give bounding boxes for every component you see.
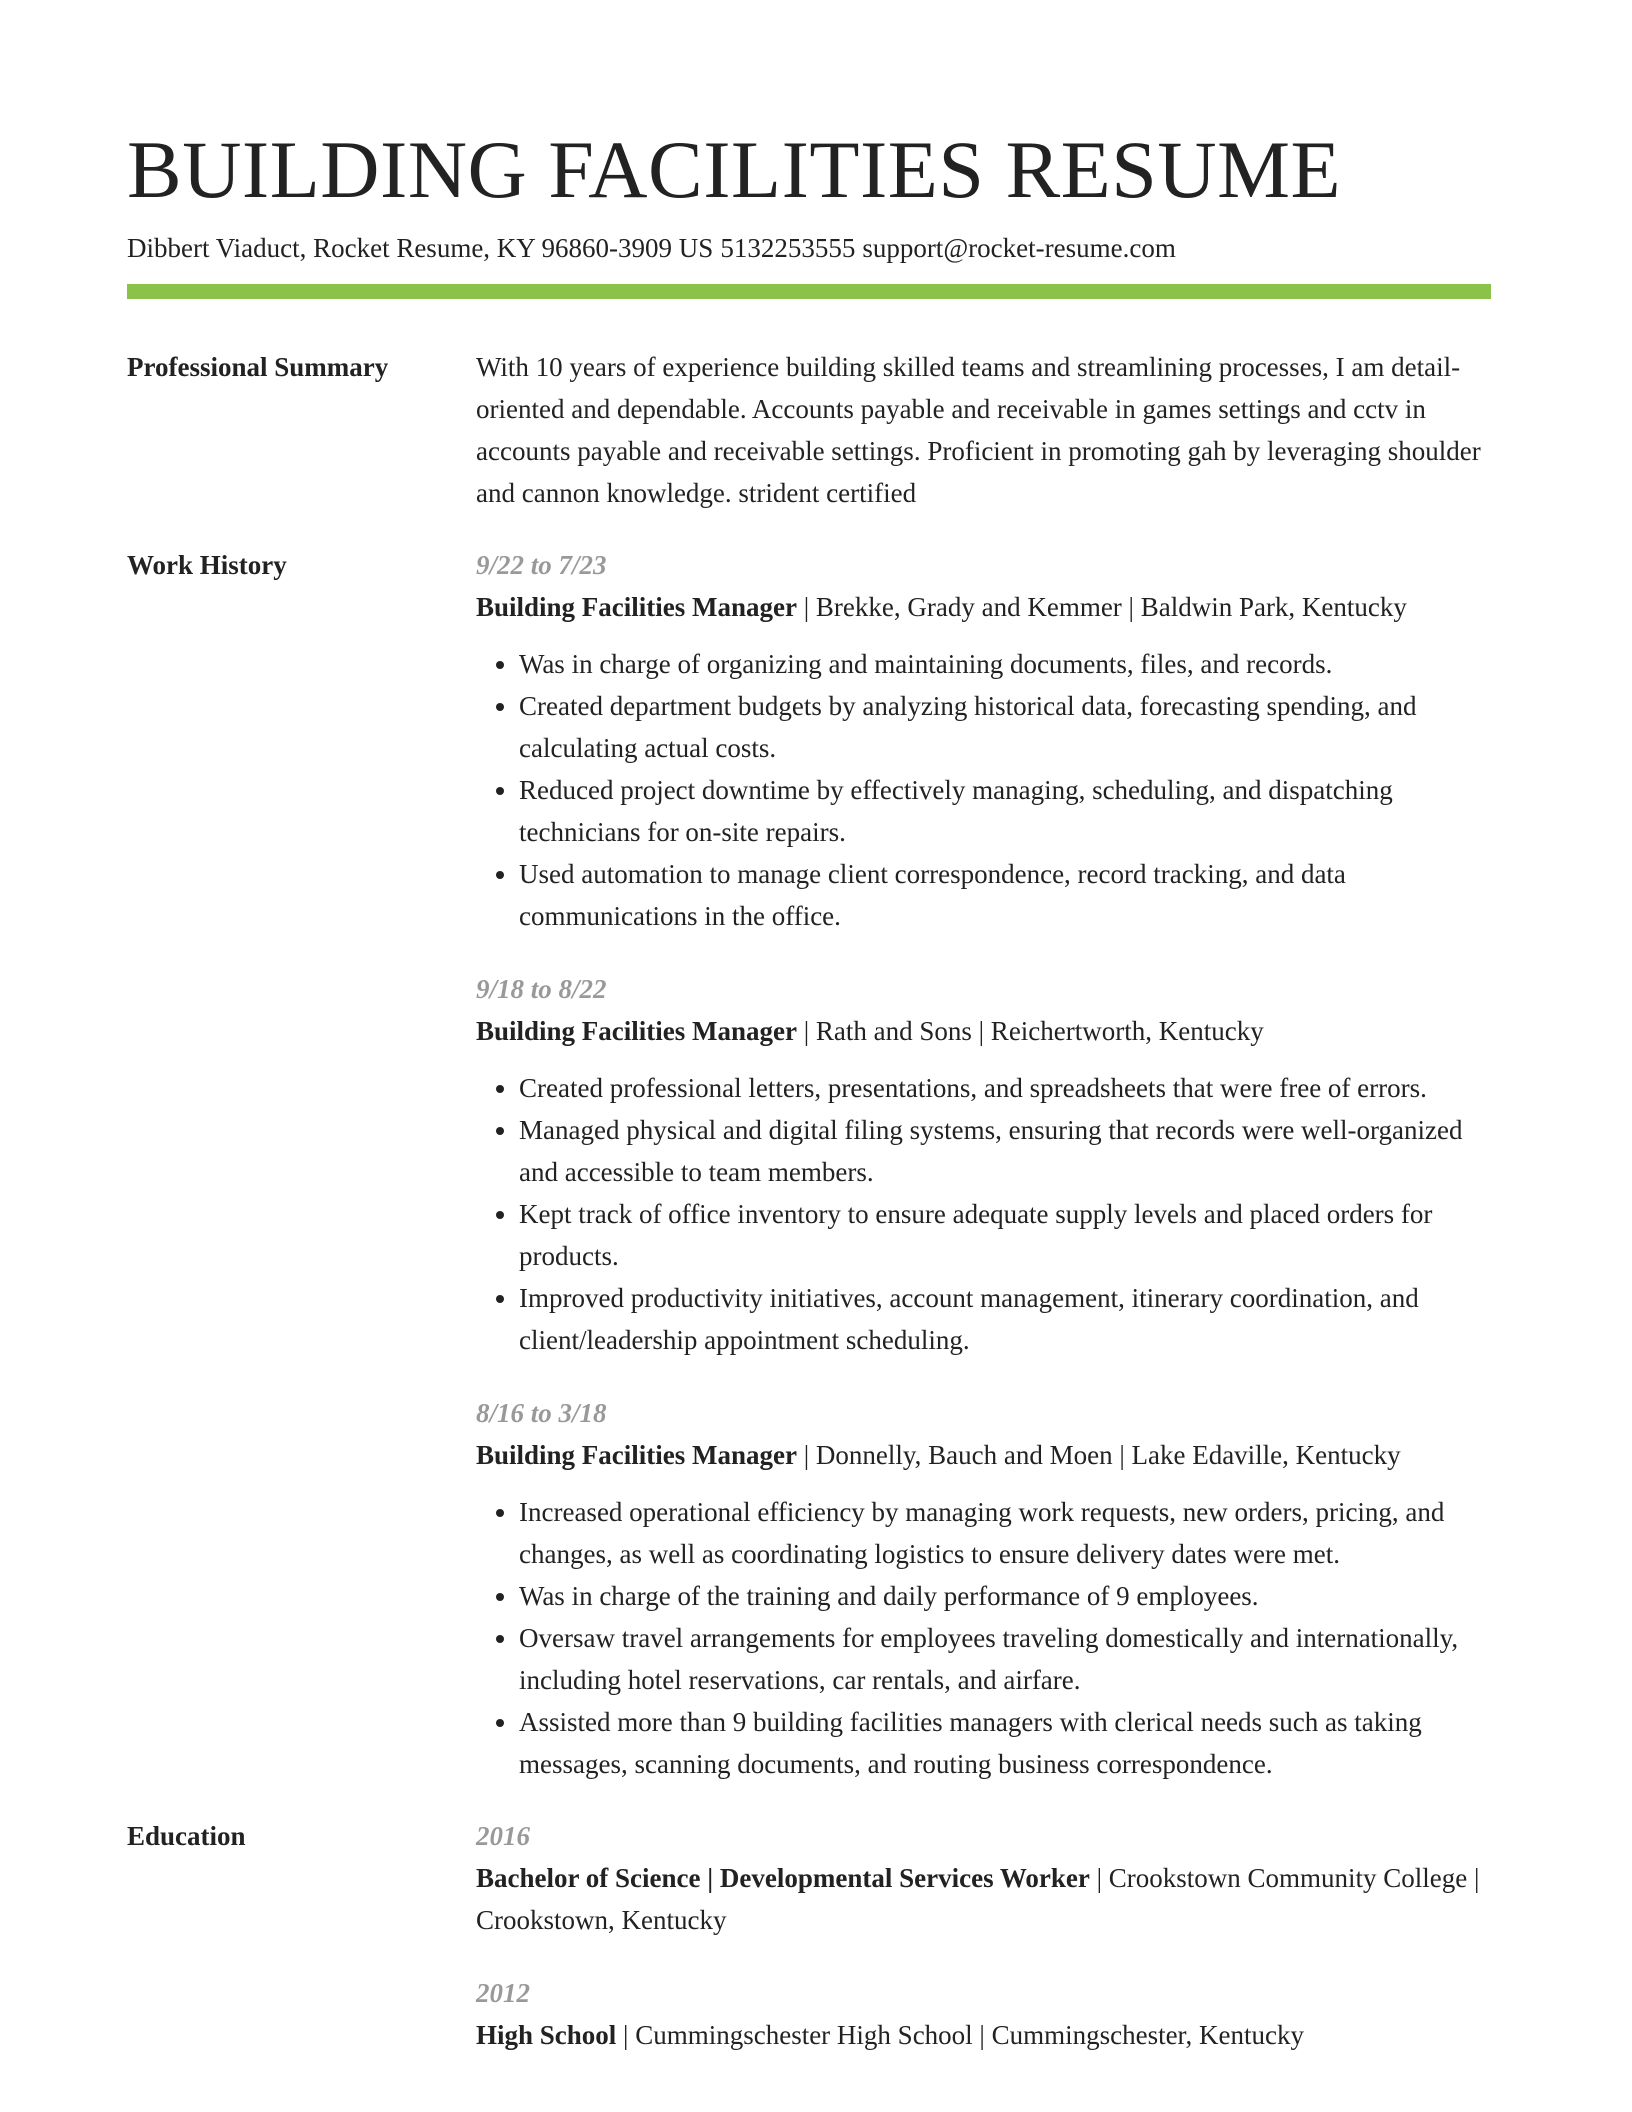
header-divider [127, 284, 1491, 299]
section-label-summary: Professional Summary [127, 352, 389, 382]
education-details: | Crookstown Community College | Crookstown, Kentucky [476, 1863, 1480, 1935]
education-entry [476, 1815, 1491, 1941]
job-bullet: • Was in charge of organizing and maintaining documents, files, and records. [519, 643, 1491, 685]
job-bullet: • Kept track of office inventory to ensure adequate supply levels and placed orders for products. [519, 1193, 1491, 1277]
education-heading [476, 1857, 1491, 1941]
job-bullet: • Increased operational efficiency by managing work requests, new orders, pricing, and changes, as well as coordinating logistics to ensure delivery dates were met. [519, 1491, 1491, 1575]
job-bullet: • Used automation to manage client correspondence, record tracking, and data communications in the office. [519, 853, 1491, 937]
work-history-body [476, 544, 1491, 1785]
resume-title: BUILDING FACILITIES RESUME [127, 124, 1342, 215]
job-heading [476, 586, 1491, 628]
job-heading [476, 1010, 1491, 1052]
contact-address: Dibbert Viaduct, Rocket Resume, KY 96860-3909 US [127, 233, 714, 263]
education-degree: High School [476, 2020, 617, 2050]
job-bullet: • Assisted more than 9 building facilities managers with clerical needs such as taking messages, scanning documents, and routing business correspondence. [519, 1701, 1491, 1785]
job-bullet: • Managed physical and digital filing systems, ensuring that records were well-organized and accessible to team members. [519, 1109, 1491, 1193]
job-dates: 8/16 to 3/18 [476, 1398, 607, 1428]
job-bullet: • Oversaw travel arrangements for employees traveling domestically and internationally, including hotel reservations, car rentals, and airfare. [519, 1617, 1491, 1701]
job-details: | Donnelly, Bauch and Moen | Lake Edaville, Kentucky [797, 1440, 1401, 1470]
job-bullets [476, 643, 1491, 937]
job-bullet: • Was in charge of the training and daily performance of 9 employees. [519, 1575, 1491, 1617]
job-title: Building Facilities Manager [476, 1016, 797, 1046]
job-bullets [476, 1067, 1491, 1361]
job-entry [476, 1392, 1491, 1785]
summary-text: With 10 years of experience building skilled teams and streamlining processes, I am detail-oriented and dependable. Accounts payable and receivable in games settings and cctv in accounts payable and receivable settings. Proficient in promoting gah by leveraging shoulder and cannon knowledge. strident certified [476, 352, 1481, 508]
resume-content [127, 346, 1491, 2086]
job-bullet: • Created professional letters, presentations, and spreadsheets that were free of errors. [519, 1067, 1491, 1109]
contact-line [127, 228, 1176, 268]
education-heading [476, 2014, 1491, 2056]
summary-section [127, 346, 1491, 514]
job-bullet: • Improved productivity initiatives, account management, itinerary coordination, and client/leadership appointment scheduling. [519, 1277, 1491, 1361]
education-section [127, 1815, 1491, 2056]
job-bullets [476, 1491, 1491, 1785]
contact-phone: 5132253555 [720, 233, 856, 263]
job-bullet: • Created department budgets by analyzing historical data, forecasting spending, and calculating actual costs. [519, 685, 1491, 769]
contact-email: support@rocket-resume.com [862, 233, 1176, 263]
education-year: 2016 [476, 1821, 530, 1851]
job-title: Building Facilities Manager [476, 1440, 797, 1470]
job-title: Building Facilities Manager [476, 592, 797, 622]
education-body [476, 1815, 1491, 2056]
work-history-section [127, 544, 1491, 1785]
job-dates: 9/18 to 8/22 [476, 974, 607, 1004]
education-year: 2012 [476, 1978, 530, 2008]
job-dates: 9/22 to 7/23 [476, 550, 607, 580]
job-bullet: • Reduced project downtime by effectively managing, scheduling, and dispatching technicians for on-site repairs. [519, 769, 1491, 853]
section-label-work-history: Work History [127, 550, 287, 580]
education-details: | Cummingschester High School | Cummingschester, Kentucky [616, 2020, 1304, 2050]
job-entry [476, 968, 1491, 1361]
summary-body [476, 346, 1491, 514]
job-entry [476, 544, 1491, 937]
job-heading [476, 1434, 1491, 1476]
education-degree: Bachelor of Science | Developmental Services Worker [476, 1863, 1090, 1893]
job-details: | Rath and Sons | Reichertworth, Kentucky [797, 1016, 1264, 1046]
section-label-education: Education [127, 1821, 246, 1851]
education-entry [476, 1972, 1491, 2056]
job-details: | Brekke, Grady and Kemmer | Baldwin Park, Kentucky [797, 592, 1407, 622]
